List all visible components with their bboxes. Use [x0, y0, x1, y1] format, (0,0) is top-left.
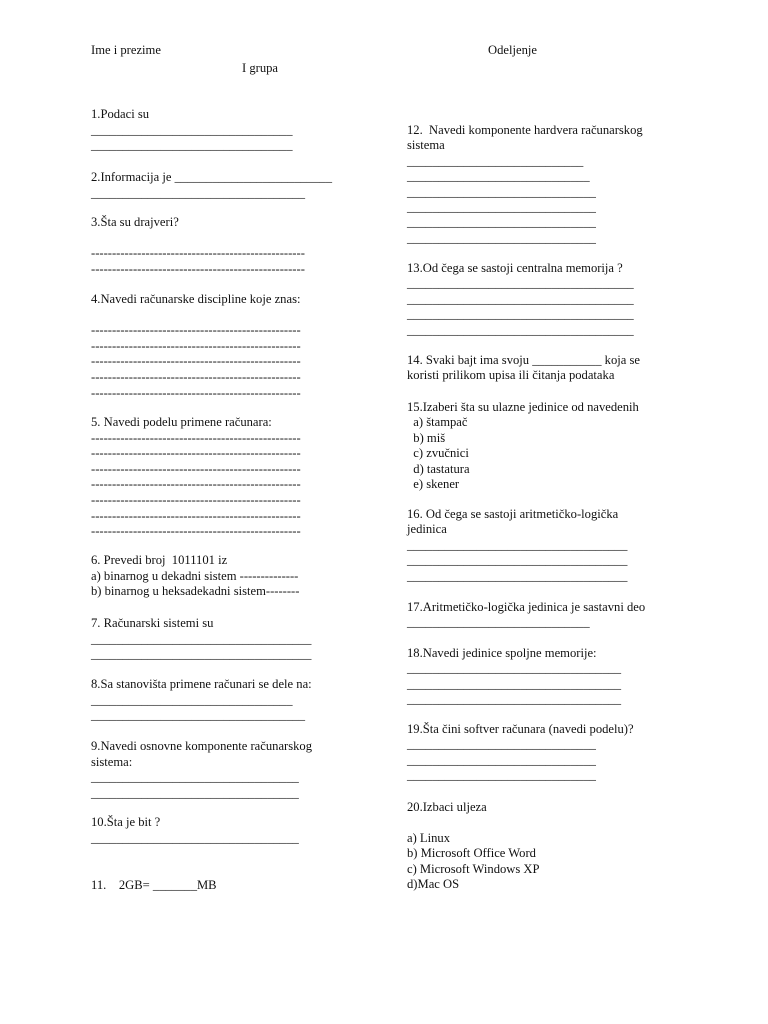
- question-8-text: 8.Sa stanovišta primene računari se dele na:: [91, 677, 312, 691]
- question-7-answer-line[interactable]: ___________________________________: [91, 647, 312, 662]
- question-9-text: 9.Navedi osnovne komponente računarskog: [91, 739, 313, 753]
- question-4-answer-line[interactable]: --------------------------------------------------: [91, 385, 301, 400]
- question-4-text: 4.Navedi računarske discipline koje znas:: [91, 292, 301, 306]
- question-7-text: 7. Računarski sistemi su: [91, 616, 214, 630]
- question-18-text: 18.Navedi jedinice spoljne memorije:: [407, 646, 597, 660]
- question-5-answer-line[interactable]: --------------------------------------------------: [91, 524, 301, 539]
- question-19-answer-line[interactable]: ______________________________: [407, 768, 596, 783]
- name-label: Ime i prezime: [91, 43, 161, 57]
- question-2-text: 2.Informacija je _________________________: [91, 170, 332, 184]
- question-9-line: sistema:: [91, 754, 133, 769]
- question-4-answer-line[interactable]: --------------------------------------------------: [91, 354, 301, 369]
- group-label: I grupa: [242, 61, 279, 75]
- question-15-line: d) tastatura: [407, 461, 470, 476]
- question-13-answer-line[interactable]: ____________________________________: [407, 307, 634, 322]
- question-9-answer-line[interactable]: _________________________________: [91, 785, 299, 800]
- question-20-line: c) Microsoft Windows XP: [407, 861, 540, 876]
- question-16-line: jedinica: [407, 522, 447, 537]
- question-16-answer-line[interactable]: ___________________________________: [407, 553, 628, 568]
- question-1-answer-line[interactable]: ________________________________: [91, 122, 293, 137]
- question-15-line: c) zvučnici: [407, 446, 469, 461]
- question-18-answer-line[interactable]: __________________________________: [407, 676, 622, 691]
- question-16-answer-line[interactable]: ___________________________________: [407, 568, 628, 583]
- question-15-line: a) štampač: [407, 415, 468, 430]
- question-19-answer-line[interactable]: ______________________________: [407, 737, 596, 752]
- question-3-text: 3.Šta su drajveri?: [91, 215, 179, 229]
- question-11-text: 11. 2GB= _______MB: [91, 878, 217, 892]
- question-12-answer-line[interactable]: ______________________________: [407, 200, 596, 214]
- question-15-text: 15.Izaberi šta su ulazne jedinice od navedenih: [407, 400, 639, 414]
- question-4-answer-line[interactable]: --------------------------------------------------: [91, 323, 301, 338]
- question-12-answer-line[interactable]: ____________________________: [407, 153, 584, 168]
- question-15-line: b) miš: [407, 430, 446, 445]
- question-6-line: a) binarnog u dekadni sistem --------------: [91, 568, 299, 583]
- question-5-answer-line[interactable]: --------------------------------------------------: [91, 461, 301, 476]
- question-5-answer-line[interactable]: --------------------------------------------------: [91, 493, 301, 507]
- question-12-line: sistema: [407, 138, 445, 153]
- question-20-line: b) Microsoft Office Word: [407, 846, 536, 861]
- question-6-line: b) binarnog u heksadekadni sistem--------: [91, 584, 300, 599]
- question-10-text: 10.Šta je bit ?: [91, 815, 161, 829]
- question-14-line: koristi prilikom upisa ili čitanja podataka: [407, 368, 615, 383]
- question-12-answer-line[interactable]: ______________________________: [407, 230, 596, 245]
- question-12-answer-line[interactable]: _____________________________: [407, 169, 590, 184]
- question-20-line: d)Mac OS: [407, 877, 460, 891]
- question-17-text: 17.Aritmetičko-logička jedinica je sastavni deo: [407, 600, 646, 614]
- question-5-answer-line[interactable]: --------------------------------------------------: [91, 446, 301, 461]
- question-15-line: e) skener: [407, 477, 460, 491]
- question-12-text: 12. Navedi komponente hardvera računarskog: [407, 123, 643, 137]
- question-16-answer-line[interactable]: ___________________________________: [407, 537, 628, 552]
- question-19-text: 19.Šta čini softver računara (navedi podelu)?: [407, 722, 634, 736]
- question-20-text: 20.Izbaci uljeza: [407, 800, 487, 814]
- question-1-answer-line[interactable]: ________________________________: [91, 138, 293, 153]
- question-9-answer-line[interactable]: _________________________________: [91, 770, 299, 785]
- question-13-answer-line[interactable]: ____________________________________: [407, 322, 634, 337]
- question-16-text: 16. Od čega se sastoji aritmetičko-logička: [407, 507, 619, 521]
- question-10-answer-line[interactable]: _________________________________: [91, 830, 299, 845]
- question-5-answer-line[interactable]: --------------------------------------------------: [91, 508, 301, 523]
- question-20-line: a) Linux: [407, 830, 451, 845]
- question-7-answer-line[interactable]: ___________________________________: [91, 631, 312, 646]
- question-5-text: 5. Navedi podelu primene računara:: [91, 415, 272, 429]
- question-4-answer-line[interactable]: --------------------------------------------------: [91, 370, 301, 384]
- question-6-text: 6. Prevedi broj 1011101 iz: [91, 553, 228, 567]
- question-13-text: 13.Od čega se sastoji centralna memorija ?: [407, 261, 623, 275]
- question-3-answer-line[interactable]: ---------------------------------------------------: [91, 261, 305, 276]
- question-5-answer-line[interactable]: --------------------------------------------------: [91, 430, 301, 445]
- question-14-text: 14. Svaki bajt ima svoju ___________ koja se: [407, 353, 640, 367]
- question-3-answer-line[interactable]: ---------------------------------------------------: [91, 246, 305, 261]
- question-8-answer-line[interactable]: __________________________________: [91, 708, 306, 723]
- question-13-answer-line[interactable]: ____________________________________: [407, 276, 634, 291]
- question-5-answer-line[interactable]: --------------------------------------------------: [91, 477, 301, 492]
- question-13-answer-line[interactable]: ____________________________________: [407, 291, 634, 306]
- question-12-answer-line[interactable]: ______________________________: [407, 215, 596, 230]
- question-1-text: 1.Podaci su: [91, 107, 150, 121]
- class-label: Odeljenje: [488, 43, 537, 57]
- question-19-answer-line[interactable]: ______________________________: [407, 752, 596, 767]
- question-12-answer-line[interactable]: ______________________________: [407, 184, 596, 199]
- question-18-answer-line[interactable]: __________________________________: [407, 661, 622, 676]
- question-8-answer-line[interactable]: ________________________________: [91, 692, 293, 707]
- question-2-answer-line[interactable]: __________________________________: [91, 185, 306, 200]
- question-4-answer-line[interactable]: --------------------------------------------------: [91, 338, 301, 353]
- question-17-answer-line[interactable]: _____________________________: [407, 615, 590, 630]
- question-18-answer-line[interactable]: __________________________________: [407, 692, 622, 707]
